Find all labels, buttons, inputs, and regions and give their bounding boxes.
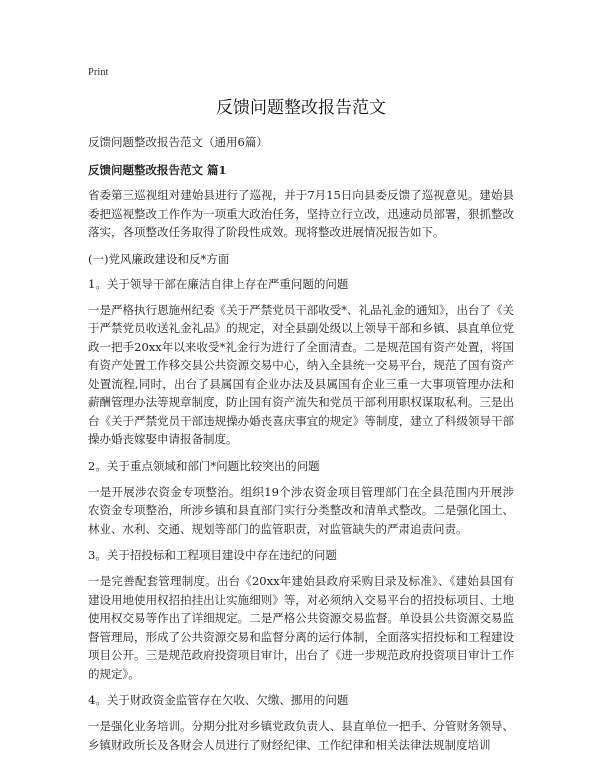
paragraph-item-2: 一是开展涉农资金专项整治。组织19个涉农资金项目管理部门在全县范围内开展涉农资金专项整治，所涉乡镇和县直部门实行分类整改和清单式整改。二是强化国土、林业、水利、交通、规划等部门的监管职责，对监管缺失的严肃追责问责。 [88, 484, 514, 536]
print-label[interactable]: Print [88, 67, 109, 78]
document-subtitle: 反馈问题整改报告范文（通用6篇） [88, 135, 268, 149]
document-page [88, 66, 514, 763]
heading-item-1: 1。关于领导干部在廉洁自律上存在严重问题的问题 [88, 276, 349, 291]
page-title: 反馈问题整改报告范文 [216, 98, 386, 118]
paragraph-item-1: 一是严格执行恩施州纪委《关于严禁党员干部收受*、礼品礼金的通知》，出台了《关于严禁党员收送礼金礼品》的规定，对全县副处级以上领导干部和乡镇、县直单位党政一把手20xx年以来收受*礼金行为进行了全面清查。二是规范国有资产处置，将国有资产处置工作移交县公共资源交易中心，纳入全县统一交易平台，规范了国有资产处置流程,同时，出台了县属国有企业办法及县属国有企业三重一大事项管理办法和薪酬管理办法等规章制度，防止国有资产流失和党员干部利用职权谋取私利。三是出台《关于严禁党员干部违规操办婚丧喜庆事宜的规定》等制度，建立了科级领导干部操办婚丧嫁娶申请报备制度。 [88, 302, 514, 446]
heading-item-2: 2。关于重点领域和部门*问题比较突出的问题 [88, 458, 320, 473]
heading-category-1: (一)党风廉政建设和反*方面 [88, 251, 230, 266]
paragraph-item-4: 一是强化业务培训。分期分批对乡镇党政负责人、县直单位一把手、分管财务领导、乡镇财政所长及各财会人员进行了财经纪律、工作纪律和相关法律法规制度培训 [88, 719, 514, 752]
paragraph-intro: 省委第三巡视组对建始县进行了巡视，并于7月15日向县委反馈了巡视意见。建始县委把巡视整改工作作为一项重大政治任务，坚持立行立改，迅速动员部署，狠抓整改落实，各项整改任务取得了阶段性成效。现将整改进展情况报告如下。 [88, 188, 514, 239]
paragraph-item-3: 一是完善配套管理制度。出台《20xx年建始县政府采购目录及标准》、《建始县国有建设用地使用权招拍挂出让实施细则》等，对必须纳入交易平台的招投标项目、土地使用权交易等作出了详细规定。二是严格公共资源交易监督。单设县公共资源交易监督管理局，形成了公共资源交易和监督分离的运行体制，全面落实招投标和工程建设项目公开。三是规范政府投资项目审计，出台了《进一步规范政府投资项目审计工作的规定》。 [88, 574, 514, 681]
section-heading: 反馈问题整改报告范文 篇1 [88, 163, 227, 177]
heading-item-3: 3。关于招投标和工程项目建设中存在违纪的问题 [88, 548, 337, 562]
heading-item-4: 4。关于财政资金监管存在欠收、欠缴、挪用的问题 [88, 693, 349, 707]
